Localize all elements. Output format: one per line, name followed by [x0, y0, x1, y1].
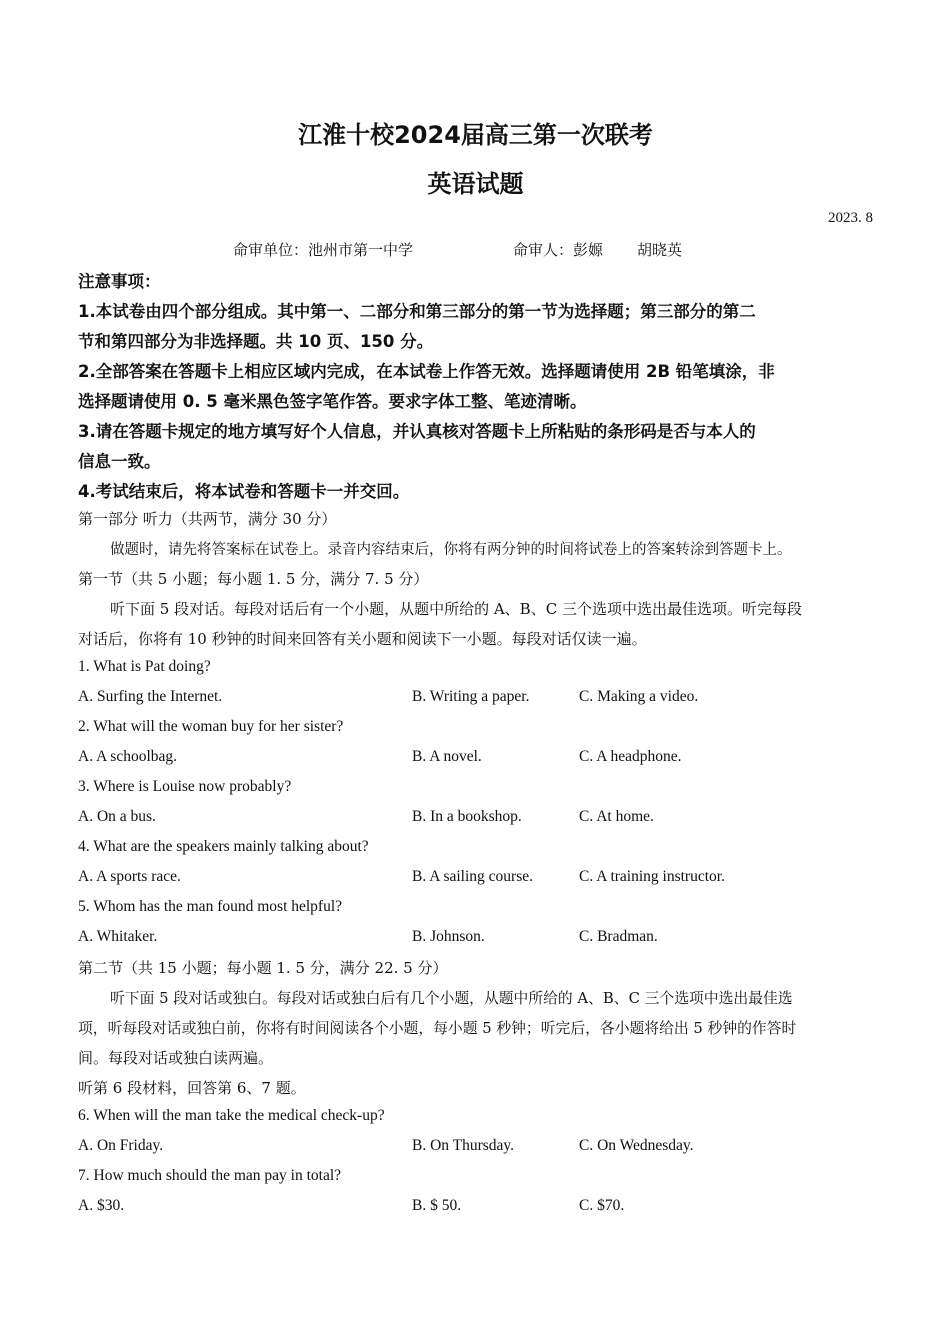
option-b: B. Johnson. — [412, 928, 485, 945]
section1-instr-line-2: 对话后，你将有 10 秒钟的时间来回答有关小题和阅读下一小题。每段对话仅读一遍。 — [78, 630, 647, 648]
section2-instr-line-2: 项，听每段对话或独白前，你将有时间阅读各个小题，每小题 5 秒钟；听完后，各小题将给出 5 秒钟的作答时 — [78, 1020, 797, 1037]
question-6: 6. When will the man take the medical check-up? — [78, 1107, 385, 1124]
exam-subtitle: 英语试题 — [427, 170, 524, 198]
part1-intro: 做题时，请先将答案标在试卷上。录音内容结束后，你将有两分钟的时间将试卷上的答案转涂到答题卡上。 — [110, 542, 792, 558]
option-c: C. Making a video. — [579, 688, 699, 705]
section2-heading: 第二节（共 15 小题；每小题 1. 5 分，满分 22. 5 分） — [78, 959, 448, 977]
option-b: B. A sailing course. — [412, 868, 533, 885]
author-label: 命审人：彭嫄 — [513, 241, 604, 259]
option-c: C. On Wednesday. — [579, 1137, 694, 1154]
option-b: B. $ 50. — [412, 1197, 462, 1214]
authors-line — [233, 239, 873, 260]
option-c: C. At home. — [579, 808, 654, 825]
material-6-label: 听第 6 段材料，回答第 6、7 题。 — [78, 1079, 306, 1097]
question-2: 2. What will the woman buy for her sister? — [78, 718, 344, 735]
option-a: A. $30. — [78, 1197, 125, 1214]
notes-heading: 注意事项： — [78, 272, 161, 291]
note-1-line-1: 1.本试卷由四个部分组成。其中第一、二部分和第三部分的第一节为选择题；第三部分的第二 — [78, 302, 756, 321]
question-5: 5. Whom has the man found most helpful? — [78, 898, 343, 915]
section2-instr-line-1: 听下面 5 段对话或独白。每段对话或独白后有几个小题，从题中所给的 A、B、C 三个选项中选出最佳选 — [110, 990, 793, 1007]
option-a: A. On a bus. — [78, 808, 156, 825]
option-c: C. $70. — [579, 1197, 625, 1214]
note-2-line-1: 2.全部答案在答题卡上相应区域内完成，在本试卷上作答无效。选择题请使用 2B 铅笔填涂，非 — [78, 362, 775, 381]
option-a: A. Surfing the Internet. — [78, 688, 223, 705]
option-b: B. In a bookshop. — [412, 808, 522, 825]
note-4: 4.考试结束后，将本试卷和答题卡一并交回。 — [78, 482, 410, 501]
option-b: B. On Thursday. — [412, 1137, 515, 1154]
option-a: A. On Friday. — [78, 1137, 164, 1154]
part1-heading: 第一部分 听力（共两节，满分 30 分） — [78, 510, 337, 528]
option-b: B. A novel. — [412, 748, 482, 765]
question-7: 7. How much should the man pay in total? — [78, 1167, 342, 1184]
question-1: 1. What is Pat doing? — [78, 658, 211, 675]
question-4: 4. What are the speakers mainly talking about? — [78, 838, 369, 855]
option-a: A. A sports race. — [78, 868, 181, 885]
exam-date: 2023. 8 — [828, 210, 873, 226]
section1-heading: 第一节（共 5 小题；每小题 1. 5 分，满分 7. 5 分） — [78, 570, 429, 588]
section1-instr-line-1: 听下面 5 段对话。每段对话后有一个小题，从题中所给的 A、B、C 三个选项中选出最佳选项。听完每段 — [110, 600, 802, 618]
unit-label: 命审单位：池州市第一中学 — [233, 241, 414, 259]
question-3: 3. Where is Louise now probably? — [78, 778, 292, 795]
note-3-line-2: 信息一致。 — [78, 452, 161, 471]
option-c: C. A training instructor. — [579, 868, 725, 885]
note-2-line-2: 选择题请使用 0. 5 毫米黑色签字笔作答。要求字体工整、笔迹清晰。 — [78, 392, 587, 411]
option-a: A. A schoolbag. — [78, 748, 178, 765]
option-a: A. Whitaker. — [78, 928, 158, 945]
option-c: C. A headphone. — [579, 748, 682, 765]
author2: 胡晓英 — [637, 241, 683, 259]
exam-title: 江淮十校2024届高三第一次联考 — [298, 121, 653, 149]
option-c: C. Bradman. — [579, 928, 658, 945]
option-b: B. Writing a paper. — [412, 688, 530, 705]
section2-instr-line-3: 间。每段对话或独白读两遍。 — [78, 1049, 274, 1067]
note-1-line-2: 节和第四部分为非选择题。共 10 页、150 分。 — [78, 332, 434, 351]
note-3-line-1: 3.请在答题卡规定的地方填写好个人信息，并认真核对答题卡上所粘贴的条形码是否与本人的 — [78, 422, 756, 441]
